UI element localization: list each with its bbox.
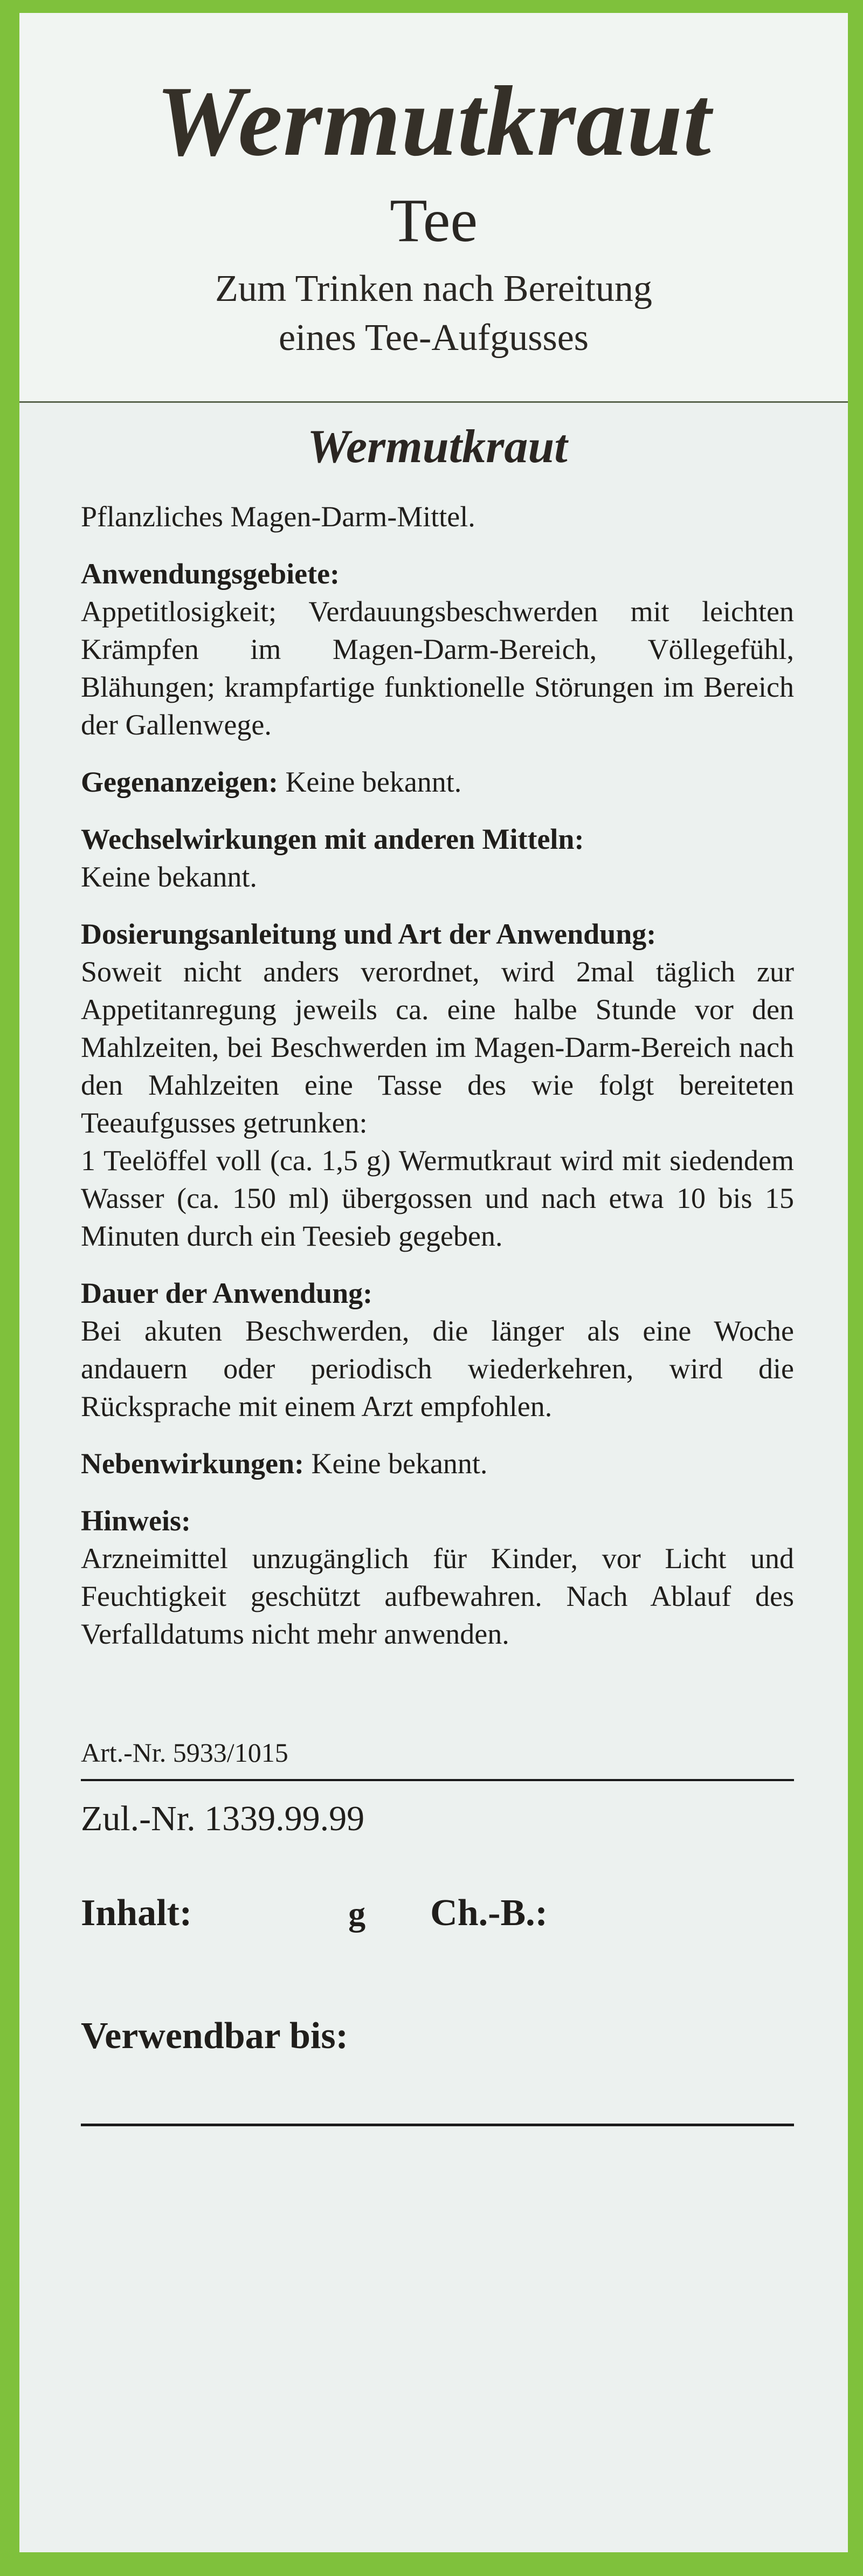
dauer-text: Bei akuten Beschwerden, die länger als eine Woche andauern oder periodisch wiederkehren, wird die Rücksprache mit einem Arzt empfohlen.	[81, 1315, 794, 1423]
leaflet-section	[19, 423, 848, 2126]
section-nebenwirkungen	[81, 1445, 794, 1482]
dauer-label: Dauer der Anwendung:	[81, 1277, 373, 1309]
section-dosierung	[81, 915, 794, 1255]
artikel-nummer: Art.-Nr. 5933/1015	[81, 1737, 288, 1768]
gegenanzeigen-label: Gegenanzeigen:	[81, 766, 278, 798]
separator-rule-top	[81, 1779, 794, 1781]
chargen-label: Ch.-B.:	[430, 1892, 548, 1934]
hinweis-text: Arzneimittel unzugänglich für Kinder, vor Licht und Feuchtigkeit geschützt aufbewahren. Nach Ablauf des Verfalldatums nicht mehr anwenden.	[81, 1542, 794, 1650]
dosierung-paragraph-1: Soweit nicht anders verordnet, wird 2mal täglich zur Appetitanregung jeweils ca. eine halbe Stunde vor den Mahlzeiten, bei Beschwerden im Magen-Darm-Bereich nach den Mahlzeiten eine Tasse des wie folgt bereiteten Teeaufgusses getrunken:	[81, 956, 794, 1139]
section-anwendungsgebiete	[81, 555, 794, 744]
verwendbar-bis-label: Verwendbar bis:	[81, 2015, 348, 2057]
tagline-line-2: eines Tee-Aufgusses	[278, 317, 589, 359]
leaflet-heading: Wermutkraut	[307, 421, 568, 473]
section-dauer	[81, 1274, 794, 1425]
nebenwirkungen-label: Nebenwirkungen:	[81, 1447, 305, 1480]
inhalt-charge-row	[81, 1890, 794, 1936]
classification-text: Pflanzliches Magen-Darm-Mittel.	[81, 500, 475, 533]
wechselwirkungen-text: Keine bekannt.	[81, 861, 257, 893]
gegenanzeigen-text: Keine bekannt.	[285, 766, 462, 798]
separator-rule-bottom	[81, 2124, 794, 2126]
section-gegenanzeigen	[81, 763, 794, 801]
inhalt-unit: g	[348, 1894, 366, 1933]
hinweis-label: Hinweis:	[81, 1505, 191, 1537]
section-hinweis	[81, 1502, 794, 1653]
tea-package-label	[19, 13, 848, 2552]
product-type: Tee	[390, 186, 478, 255]
wechselwirkungen-label: Wechselwirkungen mit anderen Mitteln:	[81, 823, 584, 855]
brand-title: Wermutkraut	[156, 66, 712, 177]
tagline	[19, 264, 848, 362]
section-wechselwirkungen	[81, 820, 794, 896]
front-label-section	[19, 13, 848, 403]
inhalt-label: Inhalt:	[81, 1892, 192, 1934]
anwendungsgebiete-text: Appetitlosigkeit; Verdauungsbeschwerden mit leichten Krämpfen im Magen-Darm-Bereich, Völlegefühl, Blähungen; krampfartige funktionelle Störungen im Bereich der Gallenwege.	[81, 595, 794, 741]
dosierung-paragraph-2: 1 Teelöffel voll (ca. 1,5 g) Wermutkraut wird mit siedendem Wasser (ca. 150 ml) übergossen und nach etwa 10 bis 15 Minuten durch ein Teesieb gegeben.	[81, 1144, 794, 1252]
dosierung-label: Dosierungsanleitung und Art der Anwendung:	[81, 918, 657, 950]
zulassungs-nummer: Zul.-Nr. 1339.99.99	[81, 1799, 365, 1838]
tagline-line-1: Zum Trinken nach Bereitung	[215, 268, 652, 310]
nebenwirkungen-text: Keine bekannt.	[311, 1447, 488, 1480]
anwendungsgebiete-label: Anwendungsgebiete:	[81, 558, 340, 590]
